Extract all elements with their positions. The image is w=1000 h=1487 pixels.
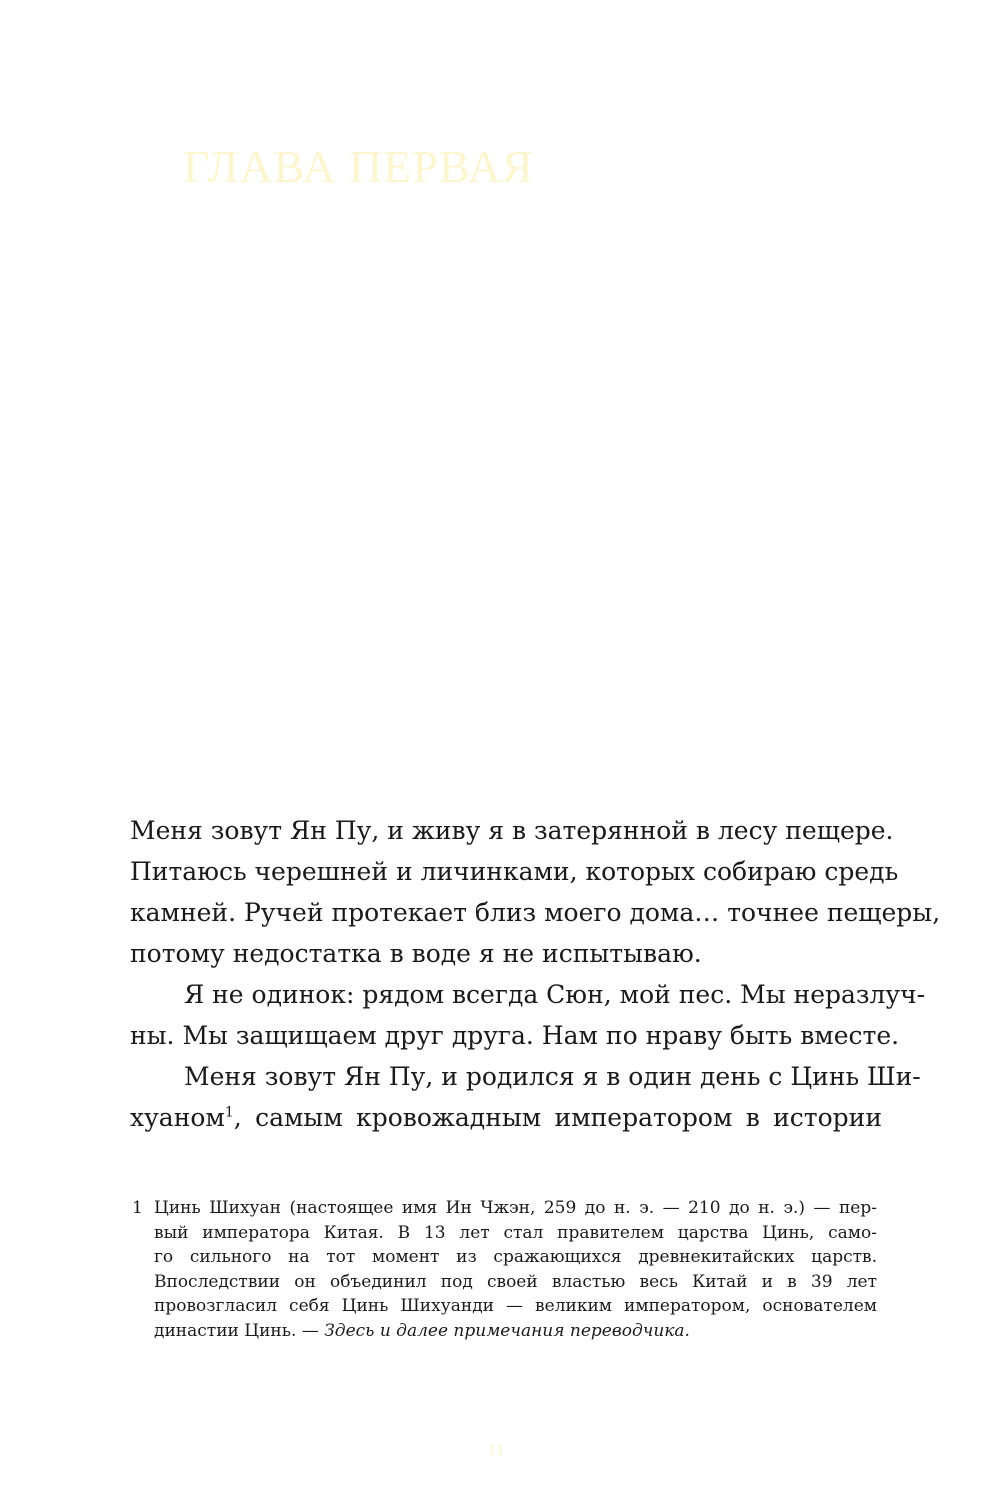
paragraph-1 [130, 810, 941, 974]
footnote-line: го сильного на тот момент из сражающихся древнекитайских царств. [154, 1247, 877, 1267]
text-line: камней. Ручей протекает близ моего дома… точнее пещеры, [130, 898, 941, 927]
translator-note: Здесь и далее примечания переводчика. [324, 1320, 690, 1341]
footnote [132, 1196, 877, 1343]
text-fragment: хуаном [130, 1103, 225, 1132]
text-fragment: династии Цинь. — [154, 1320, 325, 1341]
body-text [130, 810, 941, 1138]
text-line: Меня зовут Ян Пу, и живу я в затерянной в лесу пещере. [130, 816, 894, 845]
text-line [130, 1097, 882, 1138]
footnote-line: Впоследствии он объединил под своей властью весь Китай и в 39 лет [154, 1271, 877, 1292]
paragraph-3 [130, 1056, 921, 1138]
text-line: Питаюсь черешней и личинками, которых собираю средь [130, 857, 899, 886]
footnote-text [154, 1196, 877, 1343]
text-fragment: , самым кровожадным императором в истории [233, 1103, 882, 1132]
footnote-number: 1 [132, 1198, 143, 1218]
text-line: Я не одинок: рядом всегда Сюн, мой пес. Мы неразлуч- [184, 980, 926, 1009]
chapter-title: ГЛАВА ПЕРВАЯ [183, 141, 534, 192]
footnote-line: провозгласил себя Цинь Шихуанди — великим императором, основателем [154, 1296, 877, 1316]
footnote-reference[interactable]: 1 [224, 1104, 234, 1121]
page-number: 11 [488, 1440, 505, 1459]
text-line: потому недостатка в воде я не испытываю. [130, 939, 702, 968]
text-line: ны. Мы защищаем друг друга. Нам по нраву быть вместе. [130, 1021, 900, 1050]
paragraph-2 [130, 974, 926, 1056]
footnote-line: Цинь Шихуан (настоящее имя Ин Чжэн, 259 до н. э. — 210 до н. э.) — пер- [154, 1198, 877, 1218]
footnote-line: вый императора Китая. В 13 лет стал правителем царства Цинь, само- [154, 1222, 877, 1243]
footnote-line [154, 1319, 877, 1344]
text-line: Меня зовут Ян Пу, и родился я в один день с Цинь Ши- [184, 1062, 921, 1091]
